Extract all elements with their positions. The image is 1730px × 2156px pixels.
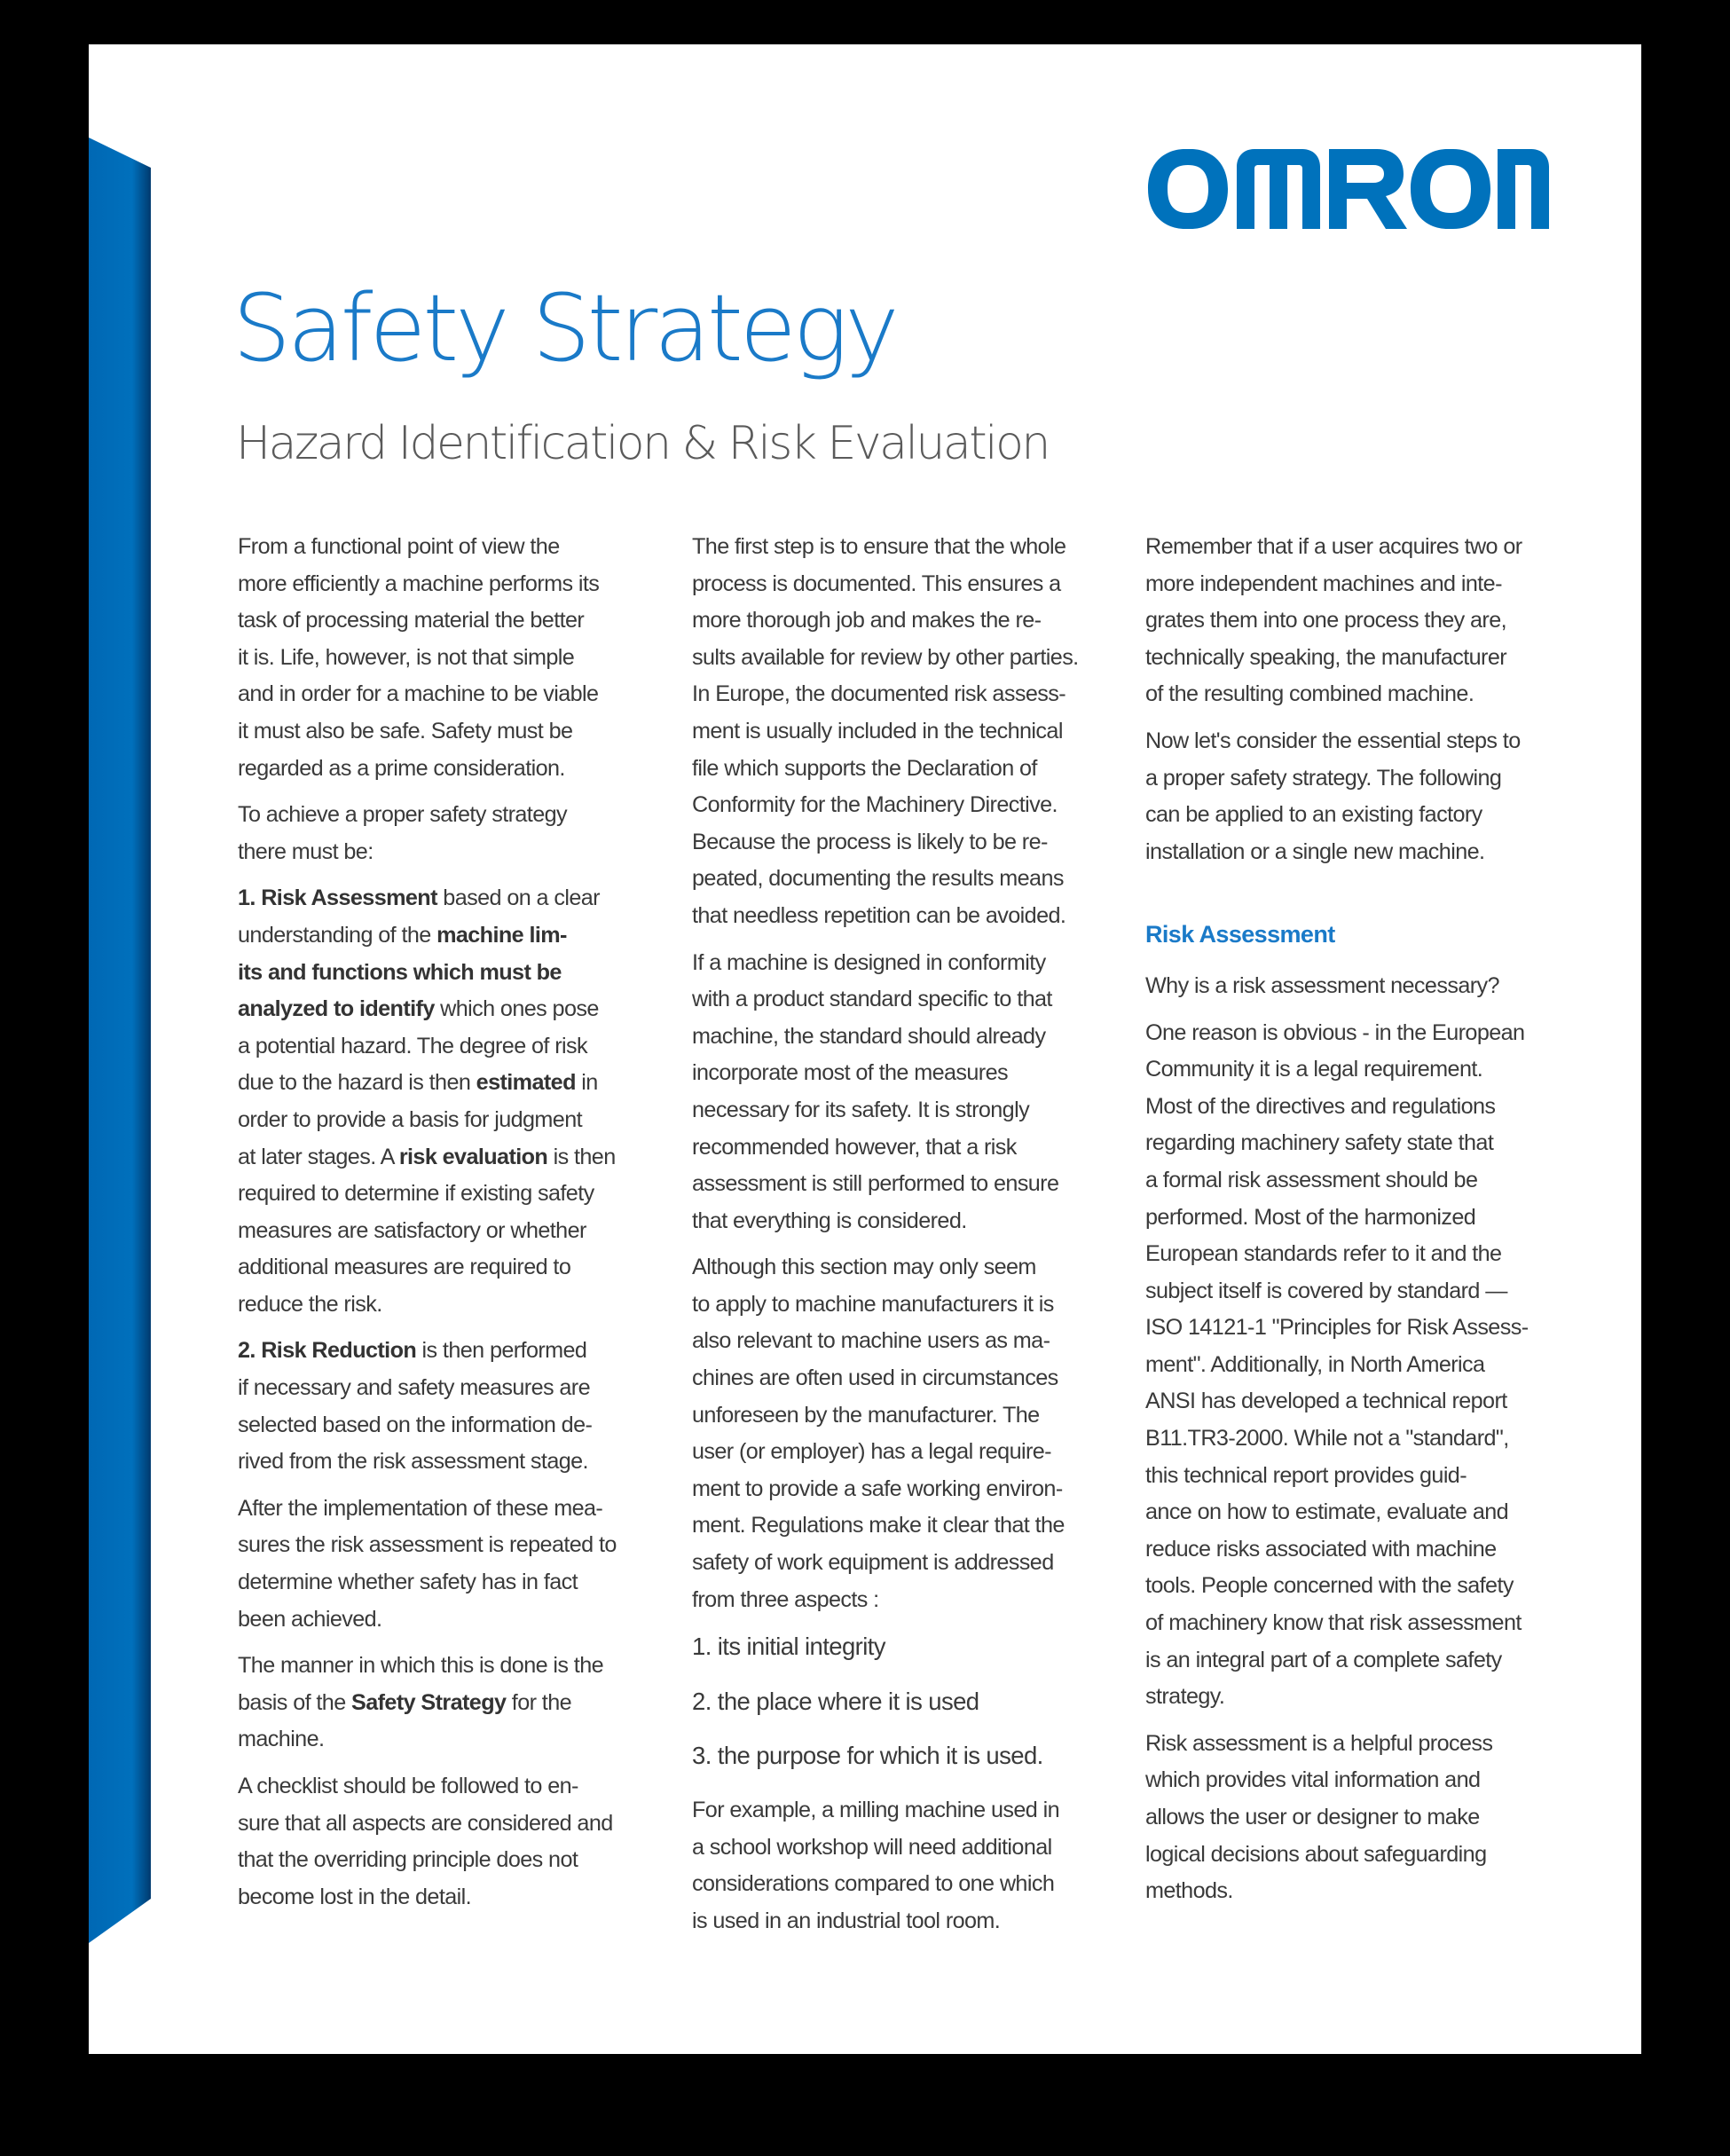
text-line: [238, 1370, 648, 1407]
text-line: A checklist should be followed to en-: [238, 1774, 578, 1798]
text-line: [238, 1249, 648, 1287]
text-line: Why is a risk assessment necessary?: [1145, 972, 1499, 998]
text-line: it must also be safe. Safety must be: [238, 718, 573, 744]
text-line: machine, the standard should already: [692, 1023, 1046, 1049]
paragraph: [692, 1792, 1102, 1940]
text-run: a potential hazard. The degree of risk: [238, 1033, 587, 1058]
paragraph: [238, 1333, 648, 1480]
text-line: [238, 1648, 648, 1685]
paragraph: [238, 1768, 648, 1916]
text-line: Because the process is likely to be re-: [692, 829, 1048, 854]
text-line: allows the user or designer to make: [1145, 1805, 1480, 1829]
text-line: which provides vital information and: [1145, 1767, 1481, 1793]
text-line: sures the risk assessment is repeated to: [238, 1532, 617, 1558]
text-line: Conformity for the Machinery Directive.: [692, 792, 1058, 818]
text-line: that the overriding principle does not: [238, 1847, 578, 1873]
paragraph: [238, 1491, 648, 1638]
text-line: [238, 1444, 648, 1481]
paragraph: [238, 797, 648, 870]
text-run: required to determine if existing safety: [238, 1181, 594, 1207]
text-line: performed. Most of the harmonized: [1145, 1204, 1476, 1230]
text-line: [238, 1065, 648, 1102]
text-run: which ones pose: [434, 996, 599, 1022]
text-run: reduce the risk.: [238, 1291, 382, 1317]
text-line: a proper safety strategy. The following: [1145, 765, 1502, 791]
text-run: for the: [506, 1689, 572, 1715]
text-line: grates them into one process they are,: [1145, 608, 1507, 633]
text-line: ment". Additionally, in North America: [1145, 1351, 1485, 1377]
paragraph: [238, 529, 648, 787]
text-line: subject itself is covered by standard —: [1145, 1278, 1507, 1303]
bold-term: analyzed to identify: [238, 996, 435, 1022]
text-run: order to provide a basis for judgment: [238, 1106, 583, 1132]
text-line: user (or employer) has a legal require-: [692, 1439, 1051, 1465]
text-line: [238, 1721, 648, 1759]
text-line: to apply to machine manufacturers it is: [692, 1291, 1054, 1317]
text-run: at later stages. A: [238, 1144, 399, 1169]
text-line: also relevant to machine users as ma-: [692, 1328, 1050, 1354]
bold-term: its and functions which must be: [238, 959, 562, 985]
text-run: based on a clear: [436, 885, 600, 911]
text-line: [238, 1028, 648, 1066]
text-line: [238, 1139, 648, 1176]
text-line: Now let's consider the essential steps to: [1145, 728, 1521, 753]
text-column-1: [238, 529, 648, 1925]
text-line: sure that all aspects are considered and: [238, 1810, 613, 1836]
numbered-list-item: 2. the place where it is used: [692, 1687, 979, 1715]
text-line: from three aspects :: [692, 1586, 879, 1612]
text-line: The first step is to ensure that the whole: [692, 534, 1066, 559]
text-line: chines are often used in circumstances: [692, 1365, 1058, 1391]
text-run: additional measures are required to: [238, 1255, 571, 1280]
text-line: recommended however, that a risk: [692, 1134, 1017, 1160]
text-line: ment to provide a safe working environ-: [692, 1475, 1063, 1501]
text-line: can be applied to an existing factory: [1145, 802, 1482, 828]
text-line: B11.TR3-2000. While not a "standard",: [1145, 1426, 1509, 1452]
text-line: [238, 880, 648, 917]
page-title: Safety Strategy: [232, 274, 896, 382]
text-line: logical decisions about safeguarding: [1145, 1841, 1487, 1867]
paragraph: [1145, 968, 1555, 1005]
text-line: methods.: [1145, 1878, 1233, 1904]
text-line: Most of the directives and regulations: [1145, 1093, 1496, 1119]
paragraph: [238, 1648, 648, 1759]
text-run: selected based on the information de-: [238, 1412, 593, 1437]
text-line: [238, 1176, 648, 1213]
text-line: necessary for its safety. It is strongly: [692, 1097, 1030, 1122]
text-line: become lost in the detail.: [238, 1884, 472, 1909]
text-line: is used in an industrial tool room.: [692, 1908, 1001, 1933]
text-line: considerations compared to one which: [692, 1871, 1055, 1897]
text-line: ance on how to estimate, evaluate and: [1145, 1499, 1509, 1525]
text-line: installation or a single new machine.: [1145, 838, 1485, 864]
text-line: If a machine is designed in conformity: [692, 949, 1046, 975]
text-line: For example, a milling machine used in: [692, 1798, 1059, 1822]
text-line: ment is usually included in the technical: [692, 718, 1063, 744]
text-line: European standards refer to it and the: [1145, 1241, 1502, 1267]
text-line: regarded as a prime consideration.: [238, 755, 565, 781]
text-line: assessment is still performed to ensure: [692, 1171, 1059, 1197]
text-line: reduce risks associated with machine: [1145, 1536, 1497, 1562]
text-line: ANSI has developed a technical report: [1145, 1389, 1507, 1414]
text-run: if necessary and safety measures are: [238, 1375, 590, 1401]
blue-side-bar: [89, 138, 151, 1943]
paragraph: [1145, 723, 1555, 870]
text-line: incorporate most of the measures: [692, 1060, 1008, 1086]
text-line: process is documented. This ensures a: [692, 570, 1061, 596]
text-line: this technical report provides guid-: [1145, 1462, 1467, 1488]
bold-term: Safety Strategy: [351, 1689, 507, 1715]
text-line: Although this section may only seem: [692, 1255, 1036, 1280]
text-run: rived from the risk assessment stage.: [238, 1449, 588, 1475]
text-line: Risk assessment is a helpful process: [1145, 1730, 1493, 1756]
text-line: that everything is considered.: [692, 1208, 967, 1233]
text-line: more independent machines and inte-: [1145, 570, 1502, 596]
text-line: [238, 1287, 648, 1324]
paragraph: [692, 1249, 1102, 1618]
text-line: is an integral part of a complete safety: [1145, 1647, 1502, 1672]
numbered-list-item: 3. the purpose for which it is used.: [692, 1742, 1043, 1770]
text-run: understanding of the: [238, 922, 437, 948]
text-line: After the implementation of these mea-: [238, 1495, 603, 1521]
paragraph: [692, 945, 1102, 1240]
text-line: sults available for review by other parties.: [692, 644, 1079, 670]
text-line: of the resulting combined machine.: [1145, 681, 1474, 707]
text-line: [238, 955, 648, 992]
bold-term: estimated: [476, 1070, 576, 1096]
text-line: more efficiently a machine performs its: [238, 570, 600, 596]
text-line: [238, 1333, 648, 1370]
text-line: there must be:: [238, 838, 374, 864]
text-line: Community it is a legal requirement.: [1145, 1057, 1483, 1082]
paragraph: [1145, 1726, 1555, 1910]
text-line: Remember that if a user acquires two or: [1145, 534, 1522, 559]
text-line: ISO 14121-1 "Principles for Risk Assess-: [1145, 1315, 1529, 1341]
text-line: safety of work equipment is addressed: [692, 1550, 1054, 1576]
paragraph: [692, 529, 1102, 935]
text-run: measures are satisfactory or whether: [238, 1217, 586, 1243]
text-column-2: [692, 529, 1102, 1949]
text-line: file which supports the Declaration of: [692, 755, 1037, 781]
text-line: a school workshop will need additional: [692, 1834, 1052, 1860]
text-line: more thorough job and makes the re-: [692, 608, 1042, 633]
bold-term: machine lim-: [436, 922, 567, 948]
text-run: is then: [547, 1144, 616, 1169]
text-line: [238, 991, 648, 1028]
text-line: task of processing material the better: [238, 608, 585, 633]
text-line: a formal risk assessment should be: [1145, 1167, 1478, 1192]
text-line: [238, 1213, 648, 1250]
text-run: is then performed: [416, 1338, 587, 1364]
text-line: unforeseen by the manufacturer. The: [692, 1402, 1040, 1428]
text-line: [238, 1407, 648, 1444]
omron-logo: [1144, 140, 1553, 238]
text-line: with a product standard specific to that: [692, 987, 1052, 1012]
paragraph: [1145, 1015, 1555, 1716]
text-run: due to the hazard is then: [238, 1070, 476, 1096]
text-line: determine whether safety has in fact: [238, 1570, 578, 1595]
text-line: peated, documenting the results means: [692, 866, 1064, 892]
page-subtitle: Hazard Identification & Risk Evaluation: [236, 417, 1049, 470]
omron-logo-icon: [1144, 140, 1553, 238]
text-column-3: [1145, 529, 1555, 1920]
text-line: One reason is obvious - in the European: [1145, 1019, 1525, 1045]
text-line: tools. People concerned with the safety: [1145, 1573, 1514, 1599]
text-run: in: [575, 1070, 598, 1096]
bold-term: risk evaluation: [398, 1144, 548, 1169]
paragraph: [1145, 529, 1555, 713]
text-run: machine.: [238, 1727, 325, 1752]
text-line: To achieve a proper safety strategy: [238, 802, 568, 828]
text-line: ment. Regulations make it clear that the: [692, 1513, 1065, 1538]
text-line: it is. Life, however, is not that simple: [238, 644, 575, 670]
paragraph: [238, 880, 648, 1323]
text-line: and in order for a machine to be viable: [238, 681, 599, 707]
text-line: been achieved.: [238, 1606, 382, 1632]
text-line: of machinery know that risk assessment: [1145, 1610, 1522, 1636]
bold-term: 1. Risk Assessment: [238, 885, 437, 911]
text-line: From a functional point of view the: [238, 534, 560, 559]
text-run: basis of the: [238, 1689, 352, 1715]
text-line: [238, 1685, 648, 1722]
text-line: strategy.: [1145, 1684, 1225, 1710]
text-line: [238, 1102, 648, 1139]
text-line: In Europe, the documented risk assess-: [692, 681, 1066, 707]
text-line: that needless repetition can be avoided.: [692, 902, 1066, 928]
numbered-list-item: 1. its initial integrity: [692, 1633, 885, 1661]
section-heading-risk-assessment: Risk Assessment: [1145, 921, 1335, 948]
text-run: The manner in which this is done is the: [238, 1653, 604, 1679]
text-line: technically speaking, the manufacturer: [1145, 644, 1507, 670]
text-line: regarding machinery safety state that: [1145, 1130, 1494, 1156]
bold-term: 2. Risk Reduction: [238, 1338, 417, 1364]
text-line: [238, 917, 648, 955]
